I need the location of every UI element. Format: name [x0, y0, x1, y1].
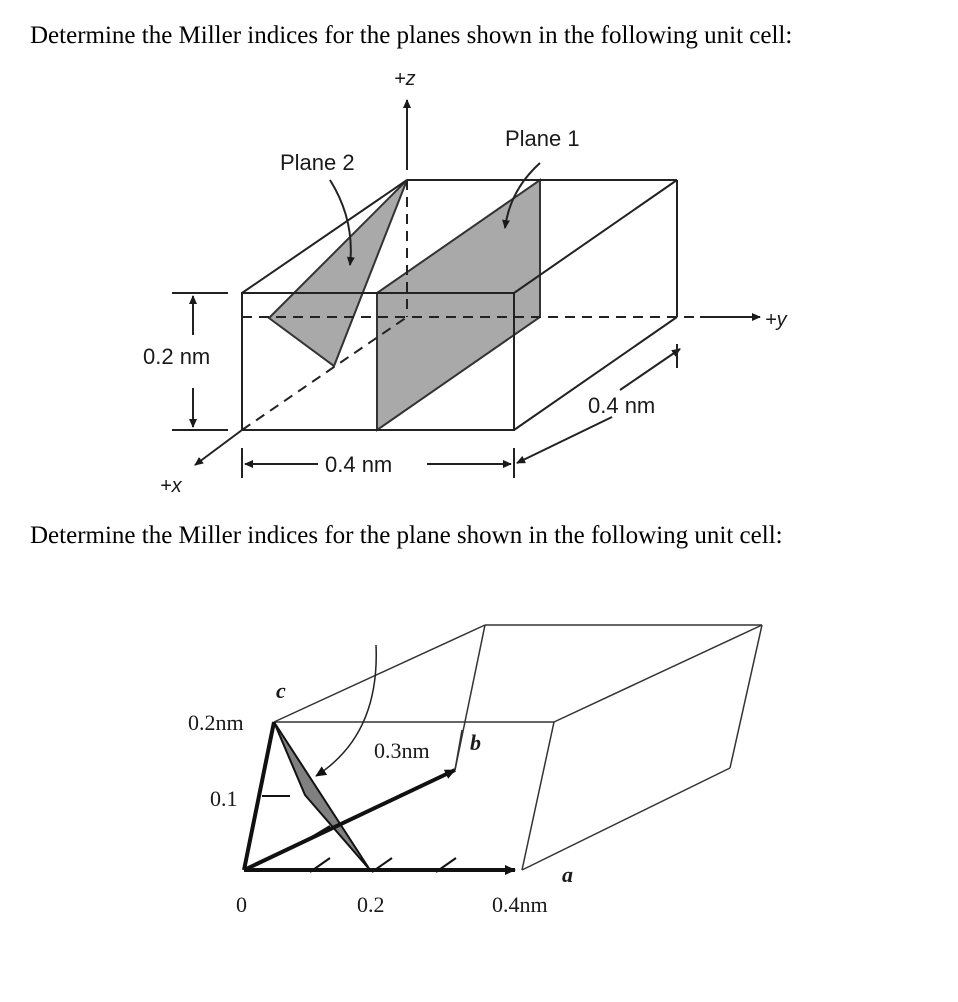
- width-dimension-label: 0.4 nm: [325, 452, 393, 477]
- axis-ticks: [262, 794, 456, 872]
- plane-2-label: Plane 2: [280, 150, 355, 175]
- axis-c-label: c: [276, 678, 286, 703]
- tick-label-0-1: 0.1: [210, 786, 238, 811]
- axis-a-label: a: [562, 862, 573, 887]
- axis-b-label: b: [470, 730, 481, 755]
- plane-1-label: Plane 1: [505, 126, 580, 151]
- tick-label-0-2nm: 0.2nm: [188, 710, 244, 735]
- tick-label-0-2: 0.2: [357, 892, 385, 917]
- height-dimension-label: 0.2 nm: [143, 344, 211, 369]
- b-label-separator: [455, 730, 462, 770]
- tick-label-0-3nm: 0.3nm: [374, 738, 430, 763]
- question-2: Determine the Miller indices for the plane shown in the following unit cell:: [30, 522, 783, 549]
- z-axis-label: +z: [394, 68, 416, 90]
- y-axis-label: +y: [765, 309, 787, 331]
- depth-dimension-label: 0.4 nm: [588, 393, 656, 418]
- tick-label-0: 0: [236, 892, 247, 917]
- x-axis-label: +x: [160, 475, 182, 497]
- tick-label-0-4nm: 0.4nm: [492, 892, 548, 917]
- plane-pointer: [316, 645, 376, 776]
- question-1: Determine the Miller indices for the planes shown in the following unit cell:: [30, 22, 793, 49]
